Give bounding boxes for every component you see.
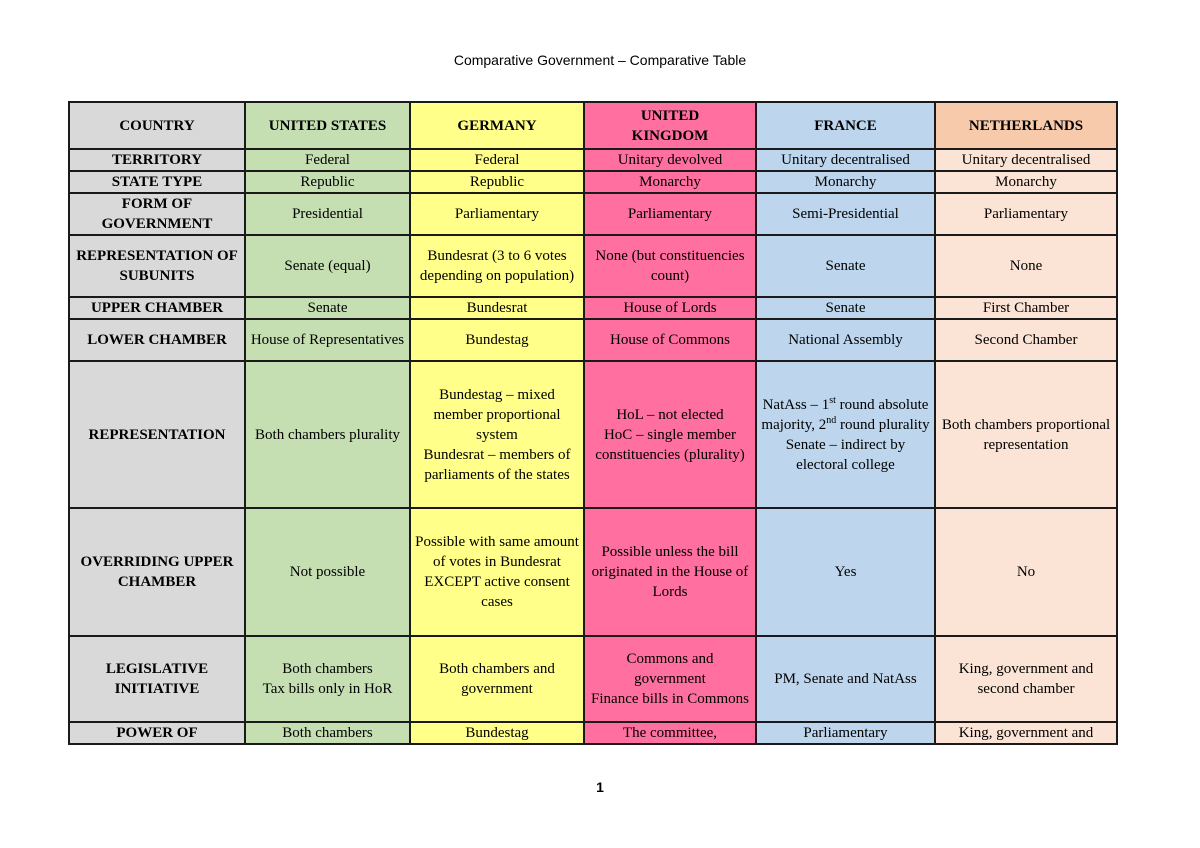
- table-cell: First Chamber: [935, 297, 1117, 319]
- table-row: [69, 508, 1117, 636]
- table-cell: House of Representatives: [245, 319, 410, 361]
- table-cell: Unitary decentralised: [756, 149, 935, 171]
- table-row: [69, 361, 1117, 508]
- table-cell: Bundesrat (3 to 6 votes depending on population): [410, 235, 584, 297]
- table-cell: Semi-Presidential: [756, 193, 935, 235]
- cell-line: HoC – single member constituencies (plurality): [595, 426, 745, 463]
- table-cell: Senate: [756, 297, 935, 319]
- table-cell: Republic: [245, 171, 410, 193]
- table-cell: Both chambers: [245, 722, 410, 744]
- table-cell: Possible with same amount of votes in Bundesrat EXCEPT active consent cases: [410, 508, 584, 636]
- table-cell: Bundestag: [410, 722, 584, 744]
- table-row: [69, 171, 1117, 193]
- cell-line: PM, Senate and NatAss: [774, 671, 917, 687]
- table-row: [69, 636, 1117, 722]
- table-cell: [935, 361, 1117, 508]
- table-cell: [245, 636, 410, 722]
- table-row: [69, 193, 1117, 235]
- table-cell: No: [935, 508, 1117, 636]
- table-cell: Bundestag: [410, 319, 584, 361]
- page-number: 1: [596, 779, 604, 795]
- table-cell: [756, 636, 935, 722]
- table-cell: Parliamentary: [584, 193, 756, 235]
- table-cell: Parliamentary: [410, 193, 584, 235]
- table-cell: [935, 636, 1117, 722]
- cell-line: Finance bills in Commons: [591, 691, 749, 707]
- cell-line: Both chambers plurality: [255, 426, 400, 443]
- table-row: [69, 297, 1117, 319]
- table-cell: [245, 361, 410, 508]
- table-cell: [756, 361, 935, 508]
- table-cell: Presidential: [245, 193, 410, 235]
- table-cell: [584, 636, 756, 722]
- row-header-lower-chamber: LOWER CHAMBER: [69, 319, 245, 361]
- row-header-representation: REPRESENTATION: [69, 361, 245, 508]
- table-cell: House of Commons: [584, 319, 756, 361]
- table-cell: Federal: [410, 149, 584, 171]
- cell-line: Bundesrat – members of parliaments of the states: [423, 446, 571, 483]
- table-cell: The committee,: [584, 722, 756, 744]
- column-header-germany: GERMANY: [410, 102, 584, 149]
- table-cell: Unitary decentralised: [935, 149, 1117, 171]
- table-cell: Possible unless the bill originated in the House of Lords: [584, 508, 756, 636]
- table-cell: Senate: [756, 235, 935, 297]
- document-title: Comparative Government – Comparative Table: [453, 52, 747, 68]
- table-row: [69, 235, 1117, 297]
- table-cell: Yes: [756, 508, 935, 636]
- column-header-united-kingdom: [584, 102, 756, 149]
- row-header-territory: TERRITORY: [69, 149, 245, 171]
- cell-line: King, government and second chamber: [958, 661, 1094, 697]
- table-cell: Bundesrat: [410, 297, 584, 319]
- table-cell: Senate (equal): [245, 235, 410, 297]
- table-cell: [584, 361, 756, 508]
- table-cell: Second Chamber: [935, 319, 1117, 361]
- table-cell: Monarchy: [935, 171, 1117, 193]
- column-header-netherlands: NETHERLANDS: [935, 102, 1117, 149]
- cell-line: Both chambers and government: [439, 661, 555, 697]
- row-header-representation-of-subunits: REPRESENTATION OF SUBUNITS: [69, 235, 245, 297]
- row-header-state-type: STATE TYPE: [69, 171, 245, 193]
- cell-line: Senate – indirect by electoral college: [785, 436, 906, 473]
- table-cell: None: [935, 235, 1117, 297]
- cell-line: Commons and government: [626, 651, 714, 687]
- table-row: [69, 149, 1117, 171]
- cell-line: HoL – not elected: [616, 406, 724, 423]
- column-header-france: FRANCE: [756, 102, 935, 149]
- table-cell: [410, 361, 584, 508]
- row-header-overriding-upper-chamber: OVERRIDING UPPER CHAMBER: [69, 508, 245, 636]
- table-cell: King, government and: [935, 722, 1117, 744]
- table-cell: Unitary devolved: [584, 149, 756, 171]
- table-row: [69, 319, 1117, 361]
- table-cell: Parliamentary: [935, 193, 1117, 235]
- table-cell: [410, 636, 584, 722]
- table-cell: National Assembly: [756, 319, 935, 361]
- table-cell: Monarchy: [756, 171, 935, 193]
- cell-line: NatAss – 1st round absolute majority, 2nd round plurality: [761, 394, 930, 433]
- table-cell: Monarchy: [584, 171, 756, 193]
- table-row: [69, 722, 1117, 744]
- cell-line: Both chambers: [282, 661, 373, 677]
- table-header-row: [69, 102, 1117, 149]
- cell-line: Both chambers proportional representation: [941, 416, 1111, 453]
- table-cell: Not possible: [245, 508, 410, 636]
- row-header-power-of: POWER OF: [69, 722, 245, 744]
- cell-line: Tax bills only in HoR: [262, 681, 393, 697]
- table-cell: Republic: [410, 171, 584, 193]
- row-header-legislative-initiative: LEGISLATIVE INITIATIVE: [69, 636, 245, 722]
- cell-line: Bundestag – mixed member proportional system: [433, 386, 561, 443]
- row-header-upper-chamber: UPPER CHAMBER: [69, 297, 245, 319]
- table-cell: House of Lords: [584, 297, 756, 319]
- table-cell: Senate: [245, 297, 410, 319]
- table-cell: None (but constituencies count): [584, 235, 756, 297]
- comparison-table: [68, 101, 1118, 745]
- column-header-united-states: UNITED STATES: [245, 102, 410, 149]
- table-cell: Parliamentary: [756, 722, 935, 744]
- row-header-form-of-government: FORM OF GOVERNMENT: [69, 193, 245, 235]
- table-cell: Federal: [245, 149, 410, 171]
- column-header-country: COUNTRY: [69, 102, 245, 149]
- uk-header-text: UNITED KINGDOM: [631, 107, 709, 144]
